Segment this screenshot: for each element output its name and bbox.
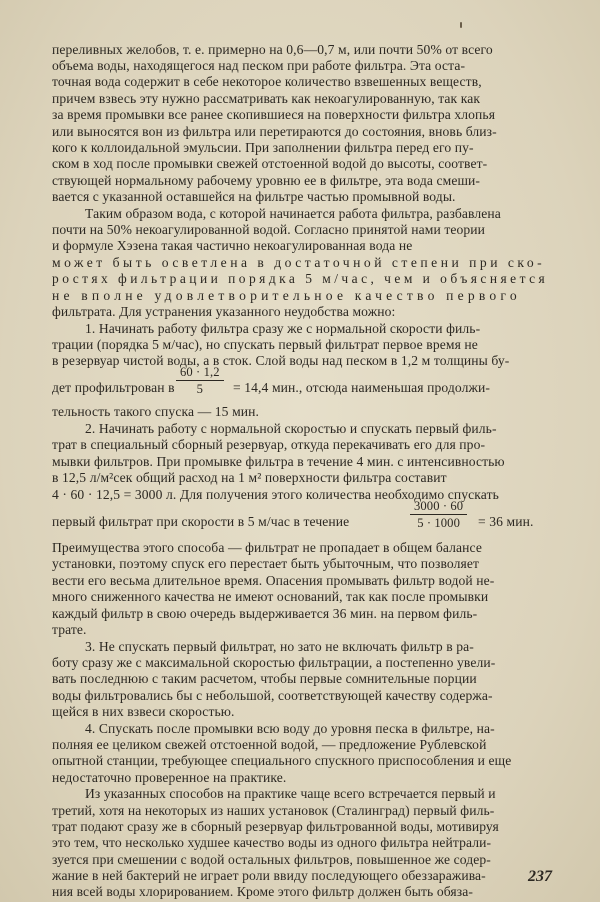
page-number: 237	[528, 868, 552, 885]
text-line: Из указанных способов на практике чаще всего встречается первый и	[85, 786, 496, 801]
text-line: трате.	[52, 622, 87, 637]
text-line: = 14,4 мин., отсюда наименьшая продолжи-	[233, 380, 491, 395]
text-line: в 12,5 л/м²сек общий расход на 1 м² поверхности фильтра составит	[52, 470, 447, 485]
text-line: кого к коллоидальной эмульсии. При заполнении фильтра перед его пу-	[52, 140, 474, 155]
text-line: вать последнюю с таким расчетом, чтобы первые сомнительные порции	[52, 671, 477, 686]
text-line: Преимущества этого способа — фильтрат не пропадает в общем балансе	[52, 540, 482, 555]
text-line: много сниженного качества не имеют оснований, так как после промывки	[52, 589, 489, 604]
text-line: = 36 мин.	[478, 514, 534, 529]
text-line: боту сразу же с максимальной скоростью фильтрации, а постепенно увели-	[52, 655, 496, 670]
text-line: вается с указанной оставшейся на фильтре частью промывной воды.	[52, 189, 456, 204]
text-line: Таким образом вода, с которой начинается работа фильтра, разбавлена	[85, 206, 501, 221]
text-line: переливных желобов, т. е. примерно на 0,6—0,7 м, или почти 50% от всего	[52, 42, 493, 57]
text-line: 1. Начинать работу фильтра сразу же с нормальной скорости филь-	[85, 321, 481, 336]
text-line: воды фильтровались бы с небольшой, соответствующей качеству содержа-	[52, 688, 493, 703]
text-line: 4 · 60 · 12,5 = 3000 л. Для получения этого количества необходимо спускать	[52, 487, 499, 502]
text-line-spaced: не вполне удовлетворительное качество первого	[52, 288, 521, 303]
text-line: в резервуар чистой воды, а в сток. Слой воды над песком в 1,2 м толщины бу-	[52, 353, 510, 368]
text-line: опытной станции, требующее специального спускного приспособления и еще	[52, 753, 512, 768]
text-line: за время промывки все ранее скопившиеся на поверхности фильтра хлопья	[52, 107, 496, 122]
text-line: жание в ней бактерий не играет роли ввиду последующего обеззаражива-	[52, 868, 486, 883]
fraction-numerator: 3000 · 60	[410, 499, 467, 515]
fraction-denominator: 5 · 1000	[417, 516, 460, 530]
text-line: почти на 50% некоагулированной водой. Согласно принятой нами теории	[52, 222, 486, 237]
print-speck	[460, 22, 462, 28]
text-line: щейся в них взвеси скоростью.	[52, 704, 235, 719]
text-line: трат в специальный сборный резервуар, откуда перекачивать его для про-	[52, 437, 486, 452]
text-line: 3. Не спускать первый фильтрат, но зато не включать фильтр в ра-	[85, 639, 474, 654]
fraction-denominator: 5	[196, 382, 204, 396]
text-line: установки, поэтому спуск его перестает быть убыточным, что позволяет	[52, 556, 480, 571]
text-line: третий, хотя на некоторых из наших установок (Сталинград) первый филь-	[52, 803, 495, 818]
text-line: фильтрата. Для устранения указанного неудобства можно:	[52, 304, 396, 319]
text-line: ствующей нормальному рабочему уровню ее в фильтре, эта вода смеши-	[52, 173, 481, 188]
text-line: это тем, что несколько худшее качество воды из одного фильтра нейтрали-	[52, 835, 492, 850]
text-line-spaced: ростях фильтрации порядка 5 м/час, чем и объясняется	[52, 271, 549, 286]
text-line: трации (порядка 5 м/час), но спускать первый фильтрат первое время не	[52, 337, 478, 352]
text-line: первый фильтрат при скорости в 5 м/час в течение	[52, 514, 350, 529]
text-line: причем взвесь эту нужно рассматривать как некоагулированную, так как	[52, 91, 481, 106]
fraction	[176, 365, 224, 396]
text-line: трат подают сразу же в сборный резервуар фильтрованной воды, мотивируя	[52, 819, 499, 834]
text-line: точная вода содержит в себе некоторое количество взвешенных веществ,	[52, 74, 482, 89]
text-line: каждый фильтр в свою очередь выдерживается 36 мин. на первом филь-	[52, 606, 478, 621]
text-line: тельность такого спуска — 15 мин.	[52, 404, 260, 419]
text-line: ском в ход после промывки свежей отстоенной водой до высоты, соответ-	[52, 156, 488, 171]
text-line: ния всей воды хлорированием. Кроме этого фильтр должен быть обяза-	[52, 884, 474, 899]
text-line: вести его весьма длительное время. Опасения промывать фильтр водой не-	[52, 573, 495, 588]
text-line: зуется при смешении с водой остальных фильтров, повышенное же содер-	[52, 852, 491, 867]
fraction	[410, 499, 467, 530]
text-line: объема воды, находящегося над песком при работе фильтра. Эта оста-	[52, 58, 466, 73]
text-line: 2. Начинать работу с нормальной скоростью и спускать первый филь-	[85, 421, 497, 436]
fraction-numerator: 60 · 1,2	[176, 365, 224, 381]
text-line: полняя ее целиком свежей отстоенной водой, — предложение Рублевской	[52, 737, 487, 752]
text-line: 4. Спускать после промывки всю воду до уровня песка в фильтре, на-	[85, 721, 495, 736]
text-line-spaced: может быть осветлена в достаточной степени при ско-	[52, 255, 546, 270]
text-line: дет профильтрован в	[52, 380, 175, 395]
text-line: мывки фильтров. При промывке фильтра в течение 4 мин. с интенсивностью	[52, 454, 505, 469]
text-line: или выносятся вон из фильтра или перетираются до состояния, вновь близ-	[52, 124, 497, 139]
text-line: недостаточно проверенное на практике.	[52, 770, 287, 785]
text-line: и формуле Хэзена такая частично некоагулированная вода не	[52, 238, 413, 253]
